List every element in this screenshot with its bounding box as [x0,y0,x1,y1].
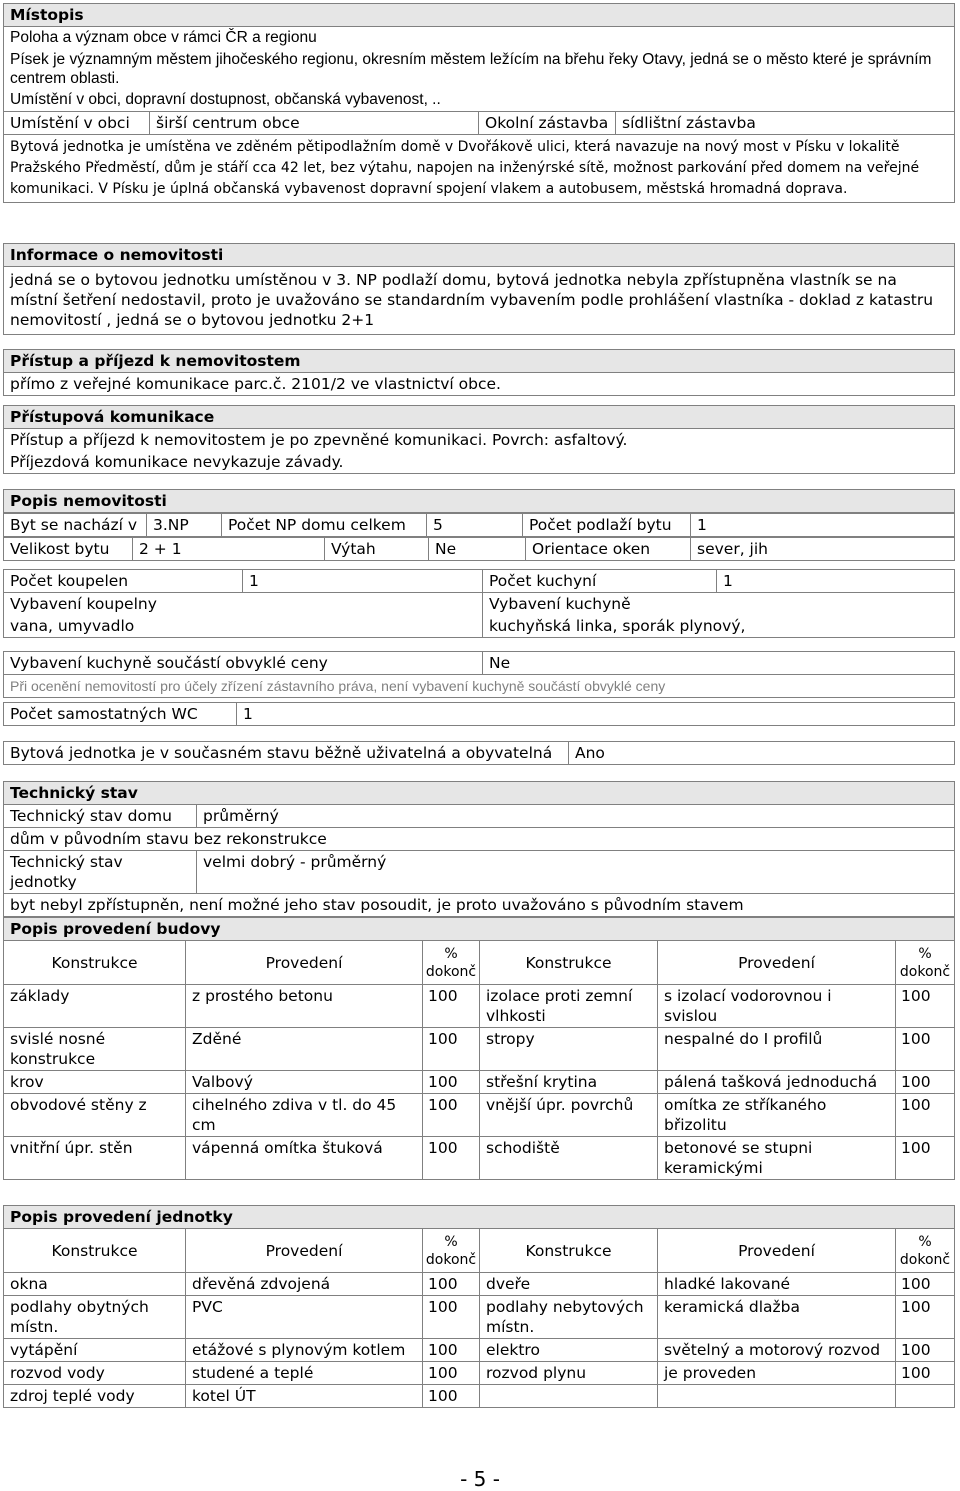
umisteni-cell: sídlištní zástavba [616,112,955,135]
table-cell: 100 [896,1362,955,1385]
jednotka-header: % dokonč [896,1229,955,1273]
soucasti-note: Při ocenění nemovitostí pro účely zřízení zástavního práva, není vybavení kuchyně součástí obvyklé ceny [4,675,955,698]
budova-header: Konstrukce [480,941,658,985]
budova-title: Popis provedení budovy [4,918,955,941]
table-cell: dřevěná zdvojená [186,1273,423,1296]
stav-domu-note: dům v původním stavu bez rekonstrukce [4,828,955,851]
koupelen-value: 1 [243,570,483,593]
table-cell: rozvod vody [4,1362,186,1385]
mistopis-title: Místopis [4,4,955,27]
informace-text: jedná se o bytovou jednotku umístěnou v 3. NP podlaží domu, bytová jednotka nebyla zpřístupněna vlastník se na místní šetření nedostavil, proto je uvažováno se standardním vybavením podle prohlášení vlastníka - doklad z katastru nemovitostí , jedná se o bytovou jednotku 2+1 [4,267,955,335]
table-cell: 100 [423,1137,480,1180]
table-cell: 100 [423,1296,480,1339]
wc-table [3,702,955,726]
poloha-label: Poloha a význam obce v rámci ČR a regionu [4,27,955,50]
stav-domu-label: Technický stav domu [4,805,197,828]
technicky-stav-table [3,781,955,917]
jednotka-header: % dokonč [423,1229,480,1273]
koupelen-label: Počet koupelen [4,570,243,593]
budova-header: Provedení [186,941,423,985]
table-cell: elektro [480,1339,658,1362]
stav-jednotky-note: byt nebyl zpřístupněn, není možné jeho stav posoudit, je proto uvažováno s původním stavem [4,894,955,917]
table-cell: Valbový [186,1071,423,1094]
vytah-label: Výtah [325,538,429,561]
table-cell: PVC [186,1296,423,1339]
budova-header: % dokonč [896,941,955,985]
technicky-stav-title: Technický stav [4,782,955,805]
table-row [4,1273,955,1296]
table-cell: studené a teplé [186,1362,423,1385]
stav-jednotky-value: velmi dobrý - průměrný [197,851,955,894]
umisteni-popis: Bytová jednotka je umístěna ve zděném pětipodlažním domě v Dvořákově ulici, která navazuje na nový most v Písku v lokalitě Pražského Předměstí, dům je stáří cca 42 let, bez výtahu, napojen na inženýrské sítě, možnost parkování před domem na veřejné komunikaci. V Písku je úplná občanská vybavenost dopravní spojení vlakem a autobusem, městská hromadná doprava. [4,135,955,203]
popis-nemovitosti-title: Popis nemovitosti [4,490,955,513]
table-row [4,1094,955,1137]
table-cell: podlahy nebytových místn. [480,1296,658,1339]
pocet-np-label: Počet NP domu celkem [222,514,427,537]
table-cell: 100 [896,985,955,1028]
table-cell: 100 [423,985,480,1028]
table-cell: s izolací vodorovnou i svislou [658,985,896,1028]
pristup-text: přímo z veřejné komunikace parc.č. 2101/2 ve vlastnictví obce. [4,373,955,396]
table-cell: 100 [423,1071,480,1094]
table-cell: 100 [896,1339,955,1362]
budova-table [3,917,955,1180]
table-cell: 100 [896,1028,955,1071]
komunikace-line2: Příjezdová komunikace nevykazuje závady. [4,451,955,474]
jednotka-header: Konstrukce [480,1229,658,1273]
pocet-podlazi-label: Počet podlaží bytu [523,514,691,537]
stav-value: Ano [569,742,955,765]
orientace-label: Orientace oken [526,538,691,561]
umisteni-label: Umístění v obci, dopravní dostupnost, občanská vybavenost, .. [4,89,955,112]
popis-nemovitosti-header [3,489,955,513]
jednotka-header: Provedení [658,1229,896,1273]
byt-label: Byt se nachází v [4,514,147,537]
vyb-koupelny-label: Vybavení koupelny [4,593,483,616]
popis-nemovitosti-grid [3,513,955,537]
table-cell: podlahy obytných místn. [4,1296,186,1339]
table-cell: střešní krytina [480,1071,658,1094]
soucasti-table [3,651,955,698]
stav-domu-value: průměrný [197,805,955,828]
table-cell: 100 [423,1094,480,1137]
table-cell: 100 [423,1028,480,1071]
table-cell: vnější úpr. povrchů [480,1094,658,1137]
byt-value: 3.NP [147,514,222,537]
table-cell: keramická dlažba [658,1296,896,1339]
popis-nemovitosti-grid2 [3,537,955,561]
table-cell: stropy [480,1028,658,1071]
table-cell: 100 [896,1137,955,1180]
table-cell: rozvod plynu [480,1362,658,1385]
table-cell: cihelného zdiva v tl. do 45 cm [186,1094,423,1137]
umisteni-cell: Okolní zástavba [479,112,616,135]
table-cell: světelný a motorový rozvod [658,1339,896,1362]
informace-title: Informace o nemovitosti [4,244,955,267]
table-cell: obvodové stěny z [4,1094,186,1137]
komunikace-title: Přístupová komunikace [4,406,955,429]
velikost-value: 2 + 1 [133,538,325,561]
table-cell: etážové s plynovým kotlem [186,1339,423,1362]
jednotka-header: Provedení [186,1229,423,1273]
table-row [4,1071,955,1094]
table-cell: izolace proti zemní vlhkosti [480,985,658,1028]
pristup-title: Přístup a příjezd k nemovitostem [4,350,955,373]
table-row [4,1028,955,1071]
budova-header: Provedení [658,941,896,985]
jednotka-header: Konstrukce [4,1229,186,1273]
wc-label: Počet samostatných WC [4,703,237,726]
pristup-table [3,349,955,396]
kuchyni-label: Počet kuchyní [483,570,717,593]
komunikace-line1: Přístup a příjezd k nemovitostem je po zpevněné komunikaci. Povrch: asfaltový. [4,429,955,452]
table-cell: 100 [896,1273,955,1296]
orientace-value: sever, jih [691,538,955,561]
pocet-np-value: 5 [427,514,523,537]
page-number: - 5 - [460,1467,500,1491]
budova-header: % dokonč [423,941,480,985]
table-cell: omítka ze stříkaného břizolitu [658,1094,896,1137]
table-cell: betonové se stupni keramickými [658,1137,896,1180]
table-cell [480,1385,658,1408]
koupelny-kuchyne-table [3,569,955,638]
table-row [4,1296,955,1339]
umisteni-cell: širší centrum obce [150,112,479,135]
table-cell: krov [4,1071,186,1094]
komunikace-table [3,405,955,474]
table-cell [896,1385,955,1408]
table-cell: 100 [423,1385,480,1408]
jednotka-title: Popis provedení jednotky [4,1206,955,1229]
table-cell: vápenná omítka štuková [186,1137,423,1180]
table-cell: schodiště [480,1137,658,1180]
table-cell [658,1385,896,1408]
table-row [4,985,955,1028]
stav-label: Bytová jednotka je v současném stavu běžně uživatelná a obyvatelná [4,742,569,765]
table-row [4,1137,955,1180]
table-cell: okna [4,1273,186,1296]
table-row [4,1339,955,1362]
soucasti-label: Vybavení kuchyně součástí obvyklé ceny [4,652,483,675]
poloha-text: Písek je významným městem jihočeského regionu, okresním městem ležícím na břehu řeky Otavy, jedná se o město které je správním centrem oblasti. [4,49,955,89]
mistopis-table [3,3,955,203]
velikost-label: Velikost bytu [4,538,133,561]
table-cell: 100 [896,1296,955,1339]
pocet-podlazi-value: 1 [691,514,955,537]
table-cell: 100 [423,1339,480,1362]
table-cell: základy [4,985,186,1028]
table-cell: dveře [480,1273,658,1296]
jednotka-table [3,1205,955,1408]
table-cell: zdroj teplé vody [4,1385,186,1408]
table-cell: pálená tašková jednoduchá [658,1071,896,1094]
table-cell: je proveden [658,1362,896,1385]
table-cell: nespalné do I profilů [658,1028,896,1071]
table-cell: 100 [896,1071,955,1094]
table-cell: 100 [423,1273,480,1296]
stav-jednotky-label: Technický stav jednotky [4,851,197,894]
table-cell: vnitřní úpr. stěn [4,1137,186,1180]
informace-table [3,243,955,335]
kuchyni-value: 1 [717,570,955,593]
wc-value: 1 [237,703,955,726]
table-cell: svislé nosné konstrukce [4,1028,186,1071]
vyb-kuchyne-value: kuchyňská linka, sporák plynový, [483,615,955,638]
table-cell: hladké lakované [658,1273,896,1296]
soucasti-value: Ne [483,652,955,675]
vyb-koupelny-value: vana, umyvadlo [4,615,483,638]
table-cell: z prostého betonu [186,985,423,1028]
table-cell: kotel ÚT [186,1385,423,1408]
vyb-kuchyne-label: Vybavení kuchyně [483,593,955,616]
table-row [4,1362,955,1385]
vytah-value: Ne [429,538,526,561]
stav-table [3,741,955,765]
table-cell: 100 [896,1094,955,1137]
table-cell: vytápění [4,1339,186,1362]
umisteni-cell: Umístění v obci [4,112,150,135]
budova-header: Konstrukce [4,941,186,985]
table-row [4,1385,955,1408]
table-cell: 100 [423,1362,480,1385]
table-cell: Zděné [186,1028,423,1071]
